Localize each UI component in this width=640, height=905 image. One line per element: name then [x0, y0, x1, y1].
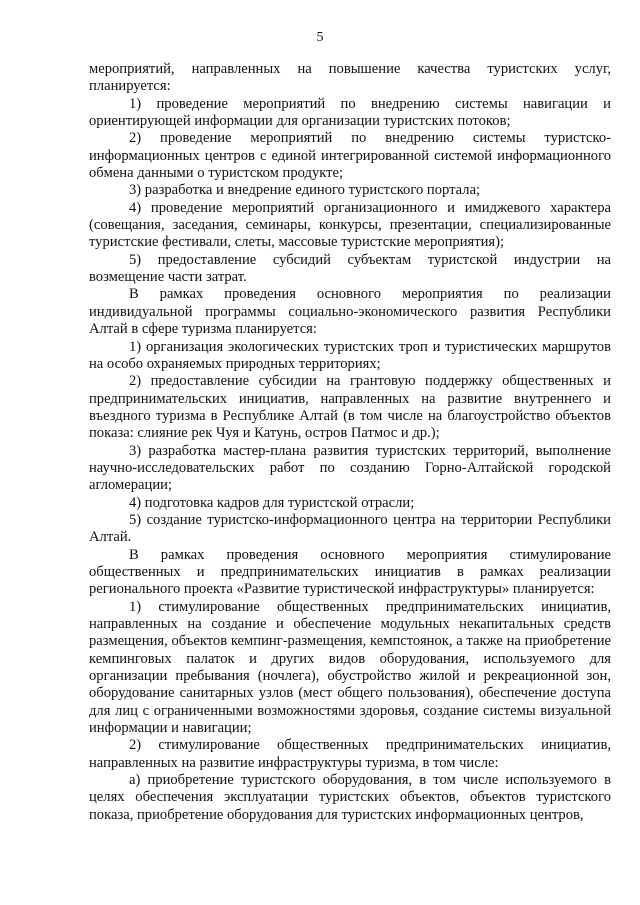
paragraph: 1) проведение мероприятий по внедрению системы навигации и ориентирующей информации для организации туристских потоков;	[89, 95, 611, 130]
paragraph: 4) проведение мероприятий организационного и имиджевого характера (совещания, заседания, семинары, конкурсы, презентации, специализированные туристские фестивали, слеты, массовые туристские мероприятия);	[89, 199, 611, 251]
paragraph: 3) разработка и внедрение единого туристского портала;	[129, 182, 481, 199]
paragraph: 2) предоставление субсидии на грантовую поддержку общественных и предпринимательских инициатив, направленных на развитие внутреннего и въездного туризма в Республике Алтай (в том числе на благоустройство объектов показа: слияние рек Чуя и Катунь, остров Патмос и др.);	[89, 373, 611, 442]
paragraph: В рамках проведения основного мероприятия стимулирование общественных и предпринимательских инициатив в рамках реализации регионального проекта «Развитие туристической инфраструктуры» планируется:	[89, 546, 611, 598]
paragraph: 1) стимулирование общественных предпринимательских инициатив, направленных на создание и обеспечение модульных некапитальных средств размещения, объектов кемпинг-размещения, кемпстоянок, а также на приобретение кемпинговых палаток и других видов оборудования, используемого для организации пребывания (ночлега), обустройство жилой и рекреационной зон, оборудование санитарных узлов (мест общего пользования), обеспечение доступа для лиц с ограниченными возможностями здоровья, создание системы визуальной информации и навигации;	[89, 598, 611, 737]
paragraph: 5) создание туристско-информационного центра на территории Республики Алтай.	[89, 511, 611, 546]
paragraph: 2) стимулирование общественных предпринимательских инициатив, направленных на развитие инфраструктуры туризма, в том числе:	[89, 737, 611, 771]
paragraph: 3) разработка мастер-плана развития туристских территорий, выполнение научно-исследовательских работ по созданию Горно-Алтайской городской агломерации;	[89, 442, 611, 494]
paragraph: мероприятий, направленных на повышение качества туристских услуг, планируется:	[89, 61, 611, 95]
paragraph: 4) подготовка кадров для туристской отрасли;	[129, 494, 415, 511]
document-body	[89, 61, 611, 824]
paragraph: 2) проведение мероприятий по внедрению системы туристско-информационных центров с единой интегрированной системой информационного обмена данными о туристском продукте;	[89, 130, 611, 182]
paragraph: 5) предоставление субсидий субъектам туристской индустрии на возмещение части затрат.	[89, 251, 611, 286]
page-number: 5	[316, 30, 324, 45]
paragraph: В рамках проведения основного мероприятия по реализации индивидуальной программы социально-экономического развития Республики Алтай в сфере туризма планируется:	[89, 286, 611, 338]
paragraph: а) приобретение туристского оборудования, в том числе используемого в целях обеспечения эксплуатации туристских объектов, объектов туристского показа, приобретение оборудования для туристских информационных центров,	[89, 772, 611, 823]
paragraph: 1) организация экологических туристских троп и туристических маршрутов на особо охраняемых природных территориях;	[89, 338, 611, 372]
